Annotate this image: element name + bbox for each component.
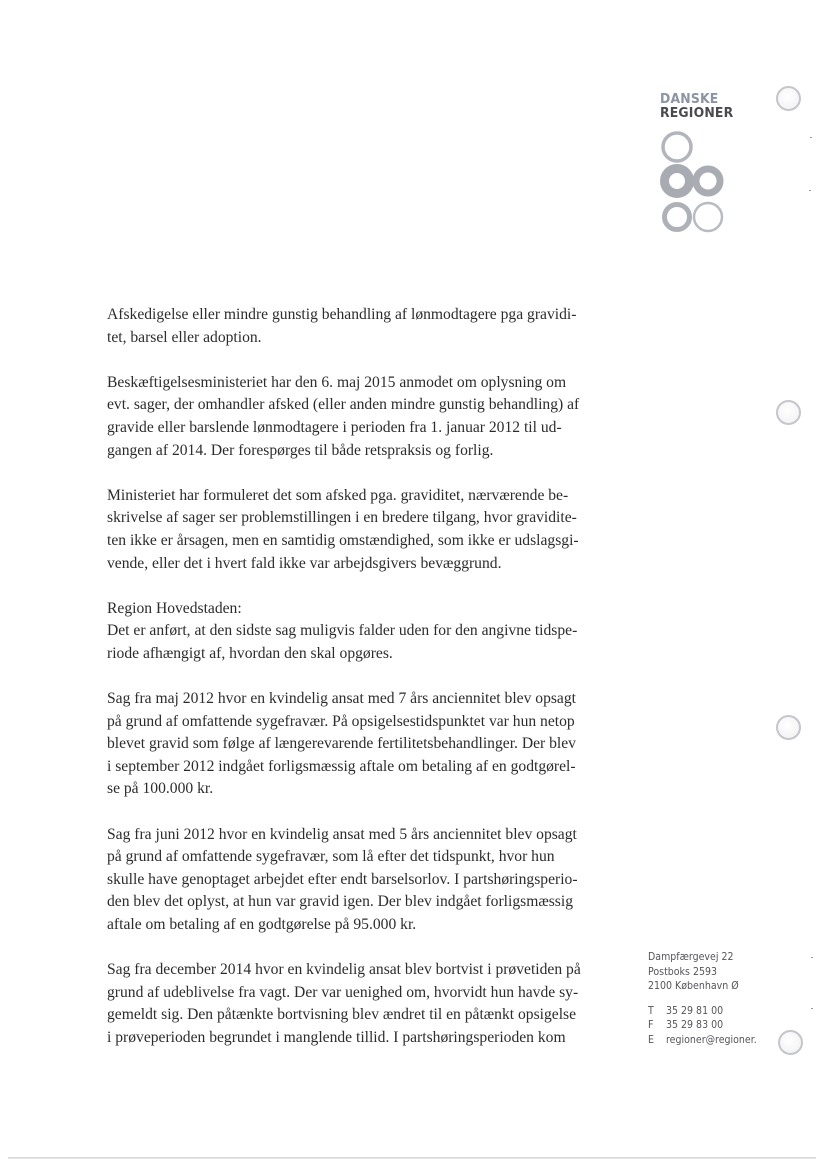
logo-text-danske: DANSKE [660, 91, 719, 107]
text-line: riode afhængigt af, hvordan den skal opgøres. [107, 644, 393, 662]
text-line: på grund af omfattende sygefravær, som lå efter det tidspunkt, hvor hun [107, 848, 555, 866]
margin-mark [811, 1008, 813, 1009]
text-line: Beskæftigelsesministeriet har den 6. maj 2015 anmodet om oplysning om [107, 373, 567, 391]
paragraph-request [107, 372, 617, 462]
logo-rings-icon [660, 128, 740, 240]
text-line: på grund af omfattende sygefravær. På opsigelsestidspunktet var hun netop [107, 712, 575, 730]
text-line: i september 2012 indgået forligsmæssig aftale om betaling af en godtgørel- [107, 757, 576, 775]
text-line: blevet gravid som følge af længerevarende fertilitetsbehandlinger. Der blev [107, 735, 576, 753]
contact-phone [648, 1004, 757, 1019]
text-line: evt. sager, der omhandler afsked (eller anden mindre gunstig behandling) af [107, 396, 580, 414]
text-line: Sag fra maj 2012 hvor en kvindelig ansat med 7 års anciennitet blev opsagt [107, 690, 576, 708]
text-line: vende, eller det i hvert fald ikke var arbejdsgivers bevæggrund. [107, 554, 502, 572]
contact-email [648, 1033, 757, 1048]
address-street: Dampfærgevej 22 [648, 951, 734, 963]
punch-hole-lower [776, 715, 801, 740]
paragraph-case-may-2012 [107, 688, 617, 801]
margin-mark [809, 190, 811, 191]
punch-hole-bottom [778, 1030, 803, 1055]
contact-fax [648, 1018, 757, 1033]
section-heading: Region Hovedstaden: [107, 599, 242, 617]
text-line: Afskedigelse eller mindre gunstig behandling af lønmodtagere pga gravidi- [107, 306, 577, 323]
text-line: grund af udeblivelse fra vagt. Der var uenighed om, hvorvidt hun havde sy- [107, 983, 579, 1001]
punch-hole-upper [776, 400, 801, 425]
email-label: E [648, 1033, 654, 1046]
paragraph-scope [107, 485, 617, 575]
address-postbox: Postboks 2593 [648, 965, 718, 978]
text-line: aftale om betaling af en godtgørelse på 95.000 kr. [107, 916, 417, 934]
text-line: ten ikke er årsagen, men en samtidig omstændighed, som ikke er udslagsgi- [107, 531, 579, 549]
fax-number: 35 29 83 00 [666, 1019, 724, 1031]
text-line: skulle have genoptaget arbejdet efter endt barselsorlov. I partshøringsperio- [107, 870, 578, 888]
phone-label: T [648, 1004, 654, 1017]
page-bottom-edge-divider [8, 1157, 816, 1159]
phone-number: 35 29 81 00 [666, 1004, 724, 1017]
punch-hole-top [776, 86, 801, 111]
text-line: Sag fra juni 2012 hvor en kvindelig ansat med 5 års anciennitet blev opsagt [107, 825, 577, 843]
paragraph-case-december-2014 [107, 959, 617, 1049]
text-line: Ministeriet har formuleret det som afsked pga. graviditet, nærværende be- [107, 486, 569, 504]
address-city: 2100 København Ø [648, 980, 739, 992]
text-line: se på 100.000 kr. [107, 780, 214, 798]
logo-text-regioner: REGIONER [660, 105, 734, 121]
margin-mark [811, 957, 813, 958]
letter-body [107, 304, 617, 1072]
paragraph-case-june-2012 [107, 824, 617, 937]
paragraph-region-hovedstaden [107, 598, 617, 666]
text-line: skrivelse af sager ser problemstillingen i en bredere tilgang, hvor gravidite- [107, 509, 577, 527]
email-address: regioner@regioner. [666, 1033, 757, 1046]
text-line: tet, barsel eller adoption. [107, 328, 262, 346]
text-line: den blev det oplyst, at hun var gravid igen. Der blev indgået forligsmæssig [107, 893, 573, 911]
text-line: gangen af 2014. Der forespørges til både retspraksis og forlig. [107, 441, 494, 459]
margin-mark [810, 137, 812, 138]
danske-regioner-logo [660, 93, 750, 120]
text-line: i prøveperioden begrundet i manglende tillid. I partshøringsperioden kom [107, 1029, 566, 1046]
text-line: Det er anført, at den sidste sag muligvis falder uden for den angivne tidspe- [107, 622, 578, 640]
paragraph-subject [107, 304, 617, 349]
text-line: Sag fra december 2014 hvor en kvindelig ansat blev bortvist i prøvetiden på [107, 961, 581, 979]
fax-label: F [648, 1019, 654, 1031]
text-line: gravide eller barslende lønmodtagere i perioden fra 1. januar 2012 til ud- [107, 418, 562, 436]
sender-address-block [648, 950, 757, 1047]
text-line: gemeldt sig. Den påtænkte bortvisning blev ændret til en påtænkt opsigelse [107, 1006, 577, 1024]
